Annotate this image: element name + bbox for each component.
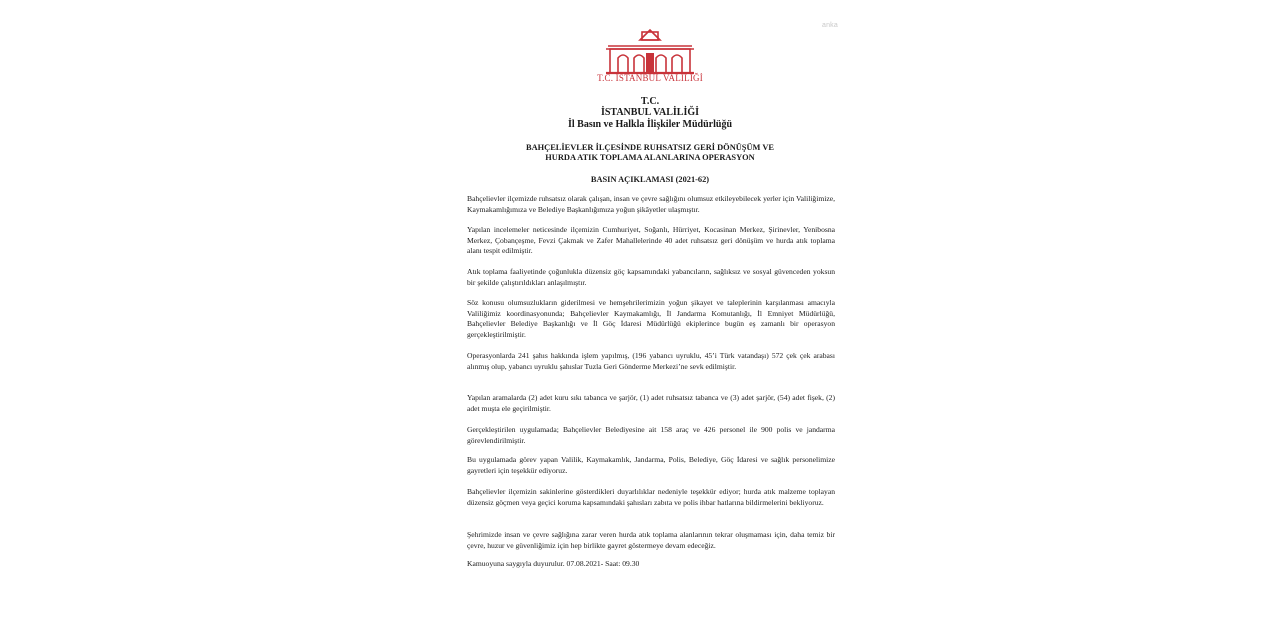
paragraph-4: Söz konusu olumsuzlukların giderilmesi ve hemşehrilerimizin yoğun şikayet ve taleplerinin karşılanması amacıyla Valiliğimiz koordinasyonunda; Bahçelievler Kaymakamlığı, İl Jandarma Komutanlığı, İl Emniyet Müdürlüğü, Bahçelievler Belediye Başkanlığı ve İl Göç İdaresi Müdürlüğü ekiplerince bugün eş zamanlı bir operasyon gerçekleştirilmiştir. — [467, 298, 835, 339]
paragraph-8: Bu uygulamada görev yapan Valilik, Kaymakamlık, Jandarma, Polis, Belediye, Göç İdaresi ve sağlık personelimize gayretleri için teşekkür ediyoruz. — [467, 455, 835, 475]
logo-caption: T.C. İSTANBUL VALİLİĞİ — [597, 73, 703, 83]
paragraph-2: Yapılan incelemeler neticesinde ilçemizin Cumhuriyet, Soğanlı, Hürriyet, Kocasinan Merkez, Şirinevler, Yenibosna Merkez, Çobançeşme, Fevzi Çakmak ve Zafer Mahallelerinde 40 adet ruhsatsız geri dönüşüm ve hurda atık toplama alanı tespit edilmiştir. — [467, 225, 835, 256]
header-governorship: İSTANBUL VALİLİĞİ — [600, 107, 700, 118]
paragraph-1: Bahçelievler ilçemizde ruhsatsız olarak çalışan, insan ve çevre sağlığını olumsuz etkileyebilecek yerler için Valiliğimize, Kaymakamlığımıza ve Belediye Başkanlığımıza yoğun şikâyetler ulaşmıştır. — [467, 194, 835, 214]
paragraph-5: Operasyonlarda 241 şahıs hakkında işlem yapılmış, (196 yabancı uyruklu, 45’i Türk vatandaşı) 572 çek çek arabası alınmış olup, yabancı uyruklu şahıslar Tuzla Geri Gönderme Merkezi’ne sevk edilmiştir. — [467, 351, 835, 371]
watermark-label: anka — [822, 22, 838, 29]
paragraph-9: Bahçelievler ilçemizin sakinlerine gösterdikleri duyarlılıklar nedeniyle teşekkür ediyor; hurda atık malzeme toplayan düzensiz göçmen veya geçici koruma kapsamındaki şahısları zabıta ve polis ihbar hatlarına bildirmelerini bekliyoruz. — [467, 487, 835, 507]
title-line-1: BAHÇELİEVLER İLÇESİNDE RUHSATSIZ GERİ DÖNÜŞÜM VE — [526, 143, 774, 152]
paragraph-6: Yapılan aramalarda (2) adet kuru sıkı tabanca ve şarjör, (1) adet ruhsatsız tabanca ve (3) adet şarjör, (54) adet fişek, (2) adet muşta ele geçirilmiştir. — [467, 393, 835, 413]
header-tc: T.C. — [640, 96, 660, 107]
closing-line: Kamuoyuna saygıyla duyurulur. 07.08.2021- Saat: 09.30 — [467, 559, 640, 568]
press-release-subtitle: BASIN AÇIKLAMASI (2021-62) — [590, 175, 710, 184]
paragraph-3: Atık toplama faaliyetinde çoğunlukla düzensiz göç kapsamındaki yabancıların, sağlıksız ve sosyal güvenceden yoksun bir şekilde çalıştırıldıkları anlaşılmıştır. — [467, 267, 835, 287]
paragraph-7: Gerçekleştirilen uygulamada; Bahçelievler Belediyesine ait 158 araç ve 426 personel ile 900 polis ve jandarma görevlendirilmiştir. — [467, 425, 835, 445]
paragraph-10: Şehrimizde insan ve çevre sağlığına zarar veren hurda atık toplama alanlarının tekrar oluşmaması için, daha temiz bir çevre, huzur ve güvenliğimiz için hep birlikte gayret göstermeye devam edeceğiz. — [467, 530, 835, 550]
title-line-2: HURDA ATIK TOPLAMA ALANLARINA OPERASYON — [545, 153, 755, 162]
header-department: İl Basın ve Halkla İlişkiler Müdürlüğü — [567, 119, 733, 130]
